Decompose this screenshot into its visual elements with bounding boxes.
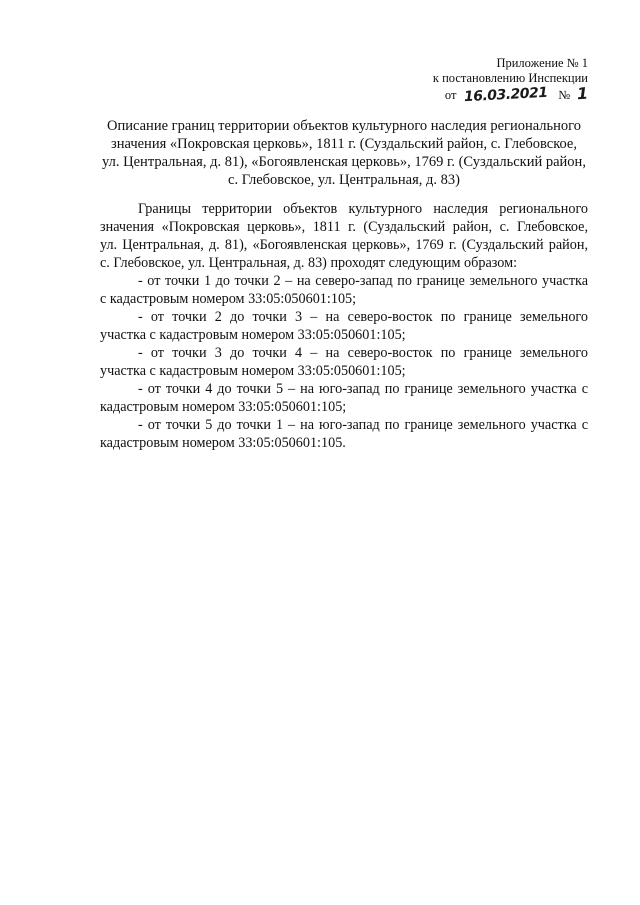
body-line: с кадастровым номером 33:05:050601:105; <box>100 291 357 307</box>
body-line: - от точки 2 до точки 3 – на северо-восток по границе земельного <box>138 309 588 325</box>
title-line: значения «Покровская церковь», 1811 г. (Суздальский район, с. Глебовское, <box>110 136 577 152</box>
body-line: с. Глебовское, ул. Центральная, д. 83) проходят следующим образом: <box>100 255 518 271</box>
title-line: с. Глебовское, ул. Центральная, д. 83) <box>228 172 460 188</box>
annex-date-number-row <box>433 83 589 106</box>
title-line: ул. Центральная, д. 81), «Богоявленская церковь», 1769 г. (Суздальский район, <box>102 154 586 170</box>
body-line: участка с кадастровым номером 33:05:050601:105; <box>100 363 406 379</box>
annex-header <box>432 56 589 106</box>
body-line: Границы территории объектов культурного наследия регионального <box>138 201 588 217</box>
annex-reference: к постановлению Инспекции <box>432 71 588 85</box>
body-line: кадастровым номером 33:05:050601:105. <box>100 435 346 451</box>
body-line: - от точки 4 до точки 5 – на юго-запад по границе земельного участка с <box>138 381 588 397</box>
body-line: значения «Покровская церковь», 1811 г. (Суздальский район, с. Глебовское, <box>100 219 588 235</box>
annex-number-label: № <box>558 88 571 102</box>
handwritten-date: 16.03.2021 <box>463 84 548 106</box>
document-body <box>100 200 588 452</box>
annex-title: Приложение № 1 <box>496 56 588 70</box>
body-line: ул. Центральная, д. 81), «Богоявленская церковь», 1769 г. (Суздальский район, <box>100 237 588 253</box>
body-line: - от точки 5 до точки 1 – на юго-запад по границе земельного участка с <box>138 417 588 433</box>
body-line: - от точки 1 до точки 2 – на северо-запад по границе земельного участка <box>138 273 588 289</box>
annex-from-label: от <box>444 88 457 102</box>
handwritten-number: 1 <box>576 83 589 104</box>
title-line: Описание границ территории объектов культурного наследия регионального <box>107 118 581 134</box>
document-title <box>100 117 588 189</box>
body-line: кадастровым номером 33:05:050601:105; <box>100 399 347 415</box>
body-line: - от точки 3 до точки 4 – на северо-восток по границе земельного <box>138 345 588 361</box>
body-line: участка с кадастровым номером 33:05:050601:105; <box>100 327 406 343</box>
